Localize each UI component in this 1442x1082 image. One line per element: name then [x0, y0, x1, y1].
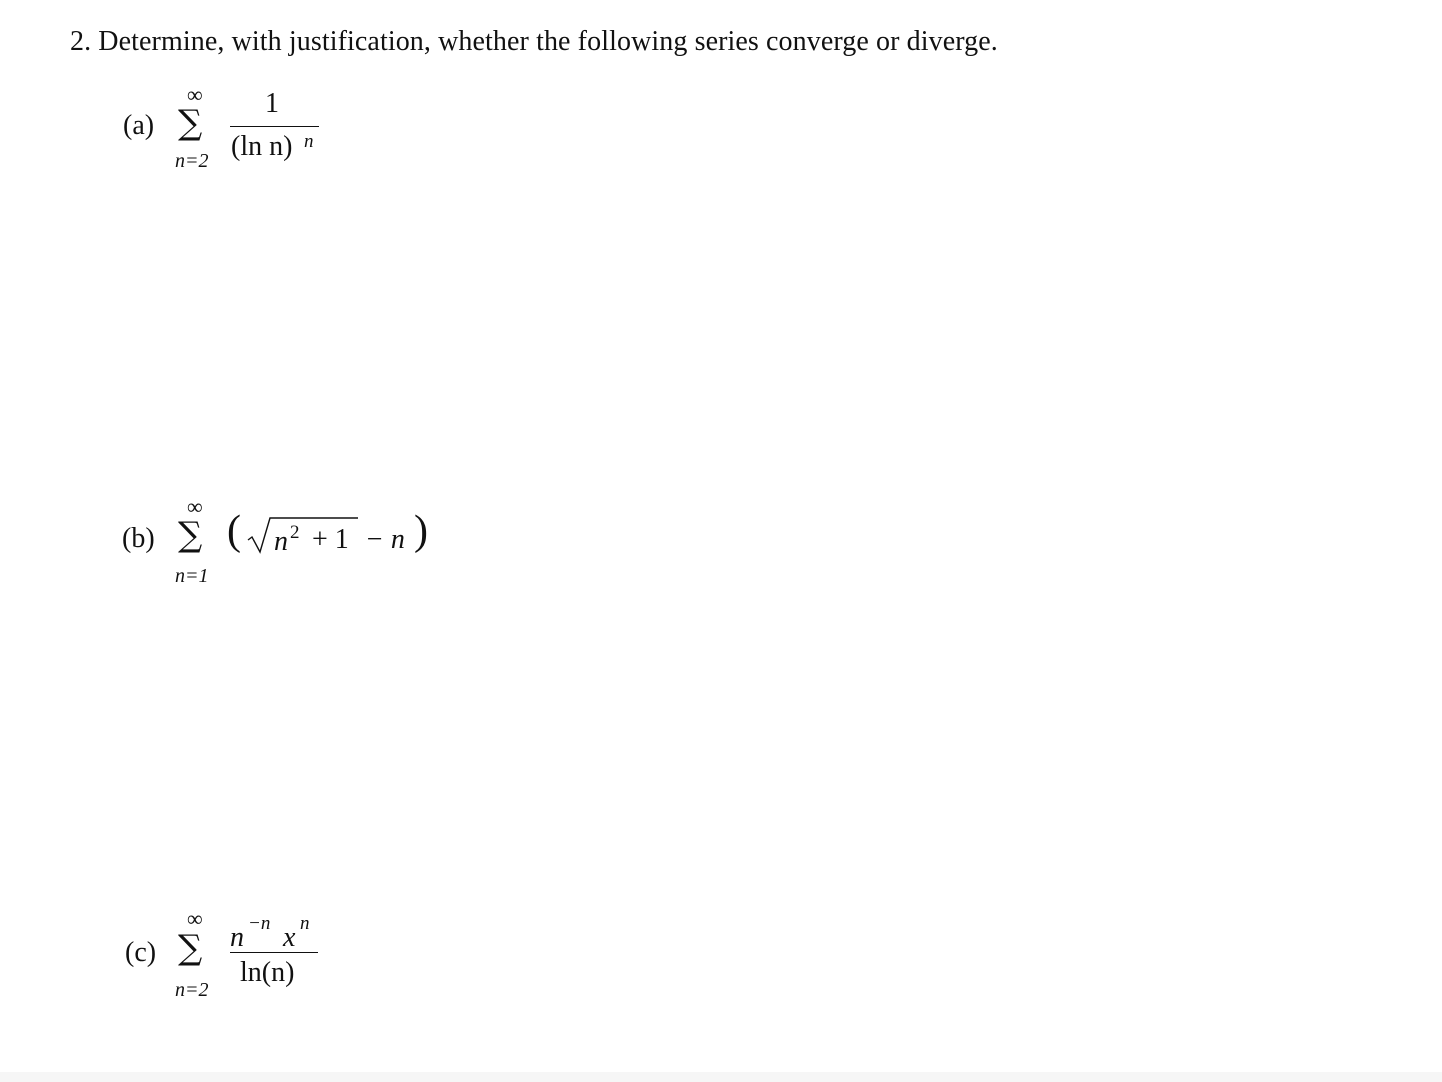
part-c-numerator-base-n: n	[230, 922, 244, 953]
part-c-sum-upper: ∞	[187, 906, 203, 931]
part-c-label: (c)	[125, 937, 157, 968]
part-b-radicand: n	[274, 526, 288, 557]
problem-heading: 2. Determine, with justification, whether the following series converge or diverge.	[70, 26, 998, 57]
part-c-sum-lower: n=2	[175, 979, 209, 1001]
part-a-label: (a)	[123, 110, 155, 141]
part-b-radicand-tail: + 1	[312, 524, 349, 555]
part-a-sum-lower: n=2	[175, 150, 209, 172]
part-a-denominator-base: (ln n)	[231, 131, 293, 162]
part-a-fraction-bar	[230, 126, 319, 127]
part-b-right-paren: )	[414, 508, 428, 554]
part-a-sigma-symbol: ∑	[178, 103, 203, 143]
part-c-numerator-exponent-n: −n	[248, 913, 271, 934]
part-b-sigma-symbol: ∑	[178, 515, 203, 555]
part-b-radicand-exponent: 2	[290, 522, 300, 543]
part-c-denominator: ln(n)	[240, 957, 295, 988]
part-b-sum-lower: n=1	[175, 565, 209, 587]
part-c-sigma-symbol: ∑	[178, 928, 203, 968]
part-a-denominator-exponent: n	[304, 131, 314, 152]
part-c-numerator-exponent-x: n	[300, 913, 310, 934]
part-b-label: (b)	[122, 523, 155, 554]
part-b-after-root: − n	[365, 524, 405, 555]
part-a-numerator: 1	[265, 88, 279, 119]
part-c-numerator-base-x: x	[283, 922, 296, 953]
page-bottom-band	[0, 1072, 1442, 1082]
part-c-fraction-bar	[230, 952, 318, 953]
part-a-sum-upper: ∞	[187, 82, 203, 107]
part-b-left-paren: (	[227, 508, 241, 554]
part-b-sum-upper: ∞	[187, 494, 203, 519]
